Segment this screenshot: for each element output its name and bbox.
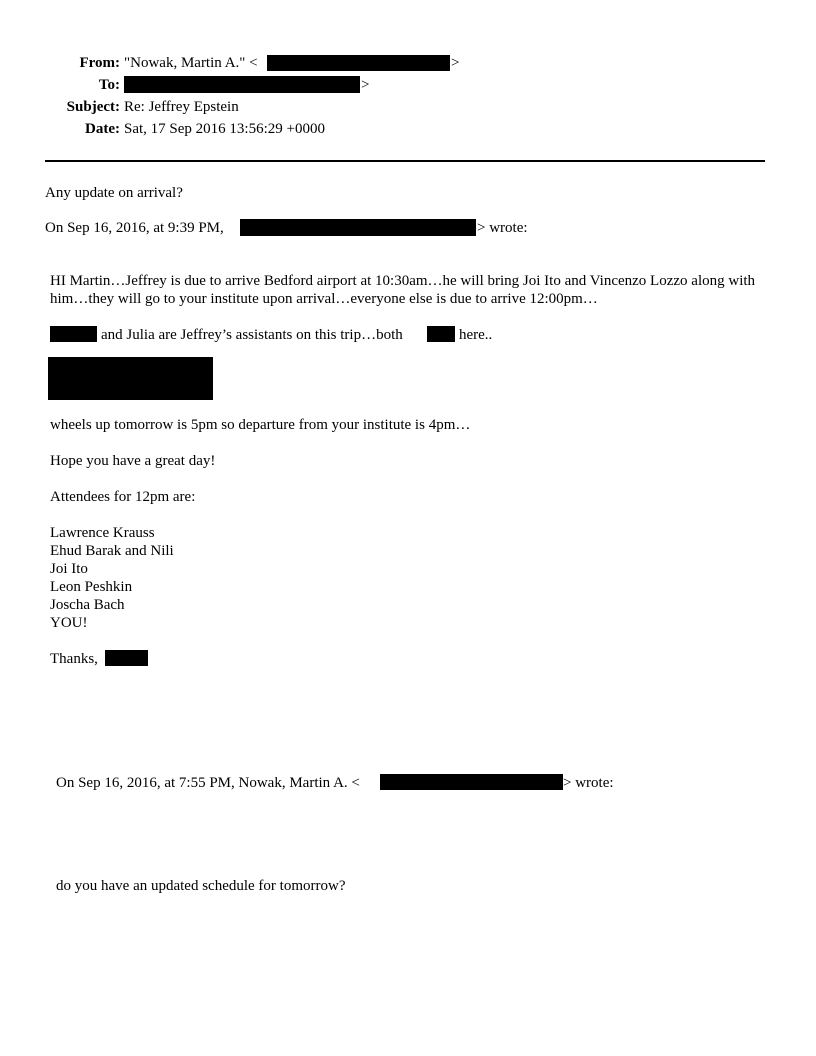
redaction-block	[48, 357, 213, 400]
to-close: >	[361, 77, 370, 93]
paragraph-wheels-up: wheels up tomorrow is 5pm so departure from your institute is 4pm…	[50, 417, 471, 433]
from-close: >	[451, 55, 460, 71]
quote-header-2-suffix: > wrote:	[563, 775, 614, 791]
date-label: Date:	[85, 121, 120, 137]
paragraph-assistants: and Julia are Jeffrey’s assistants on this trip…both	[101, 327, 403, 343]
paragraph-greeting: Hope you have a great day!	[50, 453, 216, 469]
header-divider	[45, 160, 765, 162]
attendee-list-item: Ehud Barak and Nili	[50, 543, 174, 559]
from-value: "Nowak, Martin A." <	[124, 55, 258, 71]
attendee-list-item: Joi Ito	[50, 561, 88, 577]
subject-label: Subject:	[66, 99, 120, 115]
redaction-box	[105, 650, 148, 666]
redaction-box	[240, 219, 476, 236]
redaction-box	[124, 76, 360, 93]
quote-header-2: On Sep 16, 2016, at 7:55 PM, Nowak, Martin A. <	[56, 775, 360, 791]
paragraph-assistants-end: here..	[459, 327, 493, 343]
subject-value: Re: Jeffrey Epstein	[124, 99, 239, 115]
redaction-box	[427, 326, 455, 342]
redaction-box	[50, 326, 97, 342]
sign-off: Thanks,	[50, 651, 98, 667]
redaction-box	[380, 774, 563, 790]
redaction-box	[267, 55, 450, 71]
reply-line: Any update on arrival?	[45, 185, 183, 201]
attendee-list-item: Joscha Bach	[50, 597, 125, 613]
paragraph-arrival: HI Martin…Jeffrey is due to arrive Bedford airport at 10:30am…he will bring Joi Ito and Vincenzo Lozzo along with him…they will go to your institute upon arrival…everyone else is due to arrive 12:00pm…	[50, 273, 756, 307]
schedule-question: do you have an updated schedule for tomorrow?	[56, 878, 346, 894]
date-value: Sat, 17 Sep 2016 13:56:29 +0000	[124, 121, 325, 137]
attendee-list-item: Lawrence Krauss	[50, 525, 155, 541]
to-label: To:	[98, 77, 120, 93]
attendee-list-item: YOU!	[50, 615, 88, 631]
quote-header-1-suffix: > wrote:	[477, 220, 528, 236]
attendee-list-item: Leon Peshkin	[50, 579, 133, 595]
from-label: From:	[79, 55, 120, 71]
paragraph-attendees-intro: Attendees for 12pm are:	[50, 489, 196, 505]
quote-header-1: On Sep 16, 2016, at 9:39 PM,	[45, 220, 224, 236]
